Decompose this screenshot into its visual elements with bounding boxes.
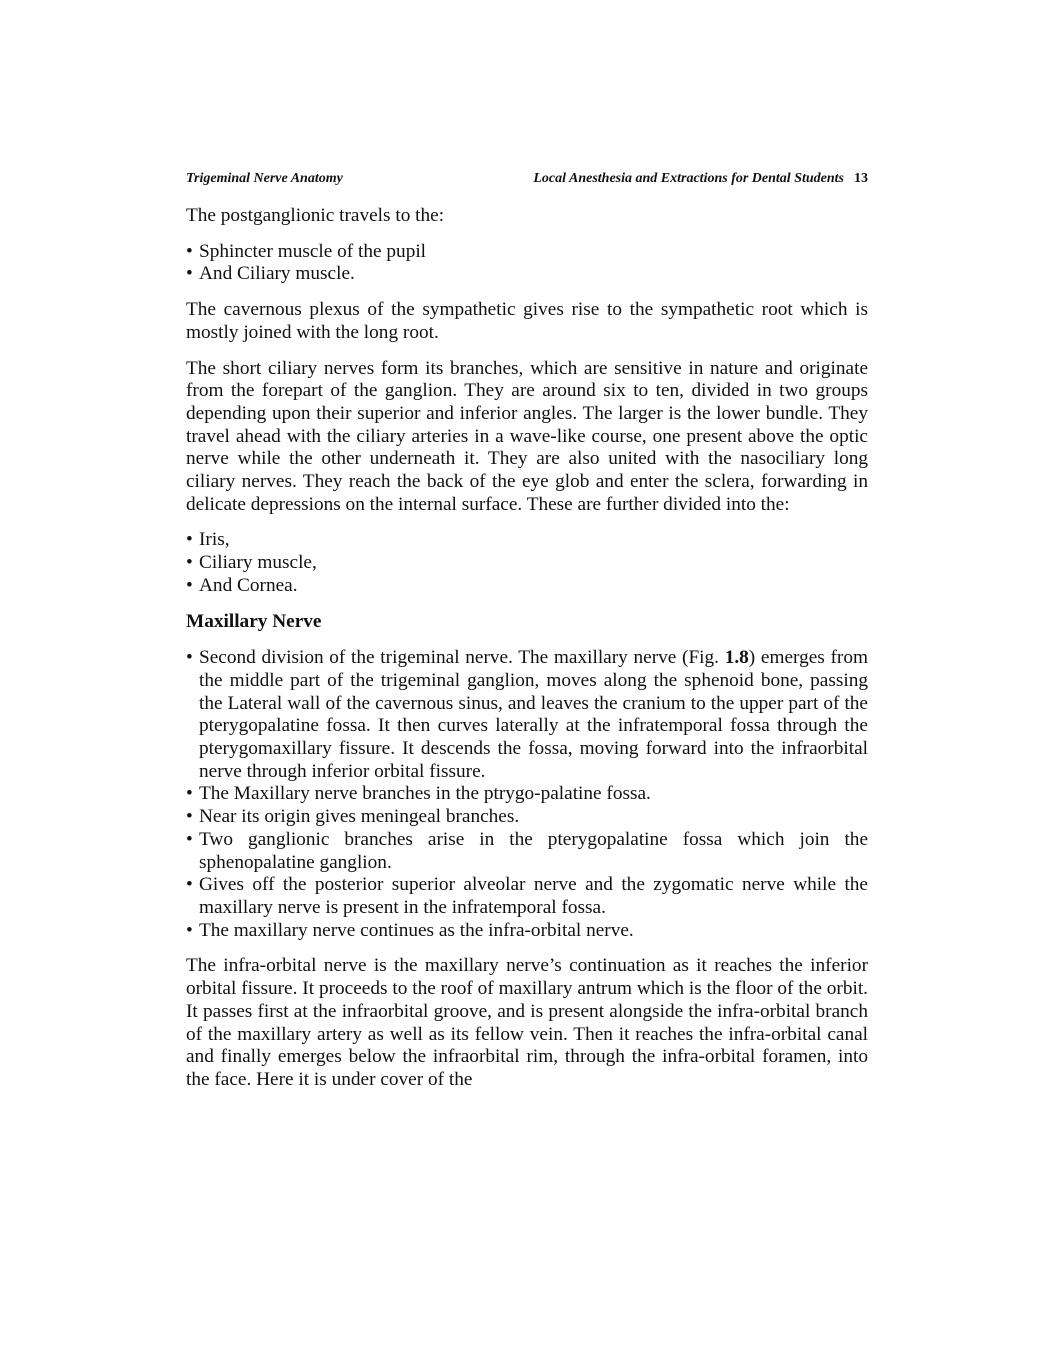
list-item: • Gives off the posterior superior alveolar nerve and the zygomatic nerve while the maxillary nerve is present in the infratemporal fossa. [186, 874, 868, 919]
figure-reference: 1.8 [724, 647, 749, 669]
infra-orbital-paragraph: The infra-orbital nerve is the maxillary nerve’s continuation as it reaches the inferior orbital fissure. It proceeds to the roof of maxillary antrum which is the floor of the orbit. It passes first at the infraorbital groove, and is present alongside the infra-orbital branch of the maxillary artery as well as its fellow vein. Then it reaches the infra-orbital canal and finally emerges below the infraorbital rim, through the infra-orbital foramen, into the face. Here it is under cover of the [186, 955, 868, 1090]
list-item: • The maxillary nerve continues as the infra-orbital nerve. [186, 920, 868, 943]
chapter-title: Trigeminal Nerve Anatomy [186, 171, 343, 186]
list-item: • Iris, [186, 529, 868, 552]
page-body [186, 205, 868, 1105]
division-list [186, 529, 868, 597]
list-item: • Two ganglionic branches arise in the pterygopalatine fossa which join the sphenopalatine ganglion. [186, 829, 868, 874]
list-item: • Sphincter muscle of the pupil [186, 241, 868, 264]
list-item: • Ciliary muscle, [186, 552, 868, 575]
intro-paragraph: The postganglionic travels to the: [186, 205, 445, 226]
section-heading: Maxillary Nerve [186, 610, 322, 632]
sympathetic-root-paragraph: The cavernous plexus of the sympathetic gives rise to the sympathetic root which is mostly joined with the long root. [186, 299, 868, 343]
running-header [186, 171, 868, 191]
maxillary-nerve-list [186, 647, 868, 942]
short-ciliary-nerves-paragraph: The short ciliary nerves form its branches, which are sensitive in nature and originate from the forepart of the ganglion. They are around six to ten, divided in two groups depending upon their superior and inferior angles. The larger is the lower bundle. They travel ahead with the ciliary arteries in a wave-like course, one present above the optic nerve while the other underneath it. They are also united with the nasociliary long ciliary nerves. They reach the back of the eye glob and enter the sclera, forwarding in delicate depressions on the internal surface. These are further divided into the: [186, 357, 868, 515]
page-number: 13 [854, 171, 868, 186]
book-title: Local Anesthesia and Extractions for Dental Students [533, 171, 844, 186]
postganglionic-targets-list [186, 241, 868, 286]
book-title-and-page [533, 171, 868, 187]
list-item: • The Maxillary nerve branches in the ptrygo-palatine fossa. [186, 783, 868, 806]
list-item-text: ) emerges from the middle part of the trigeminal ganglion, moves along the sphenoid bone, passing the Lateral wall of the cavernous sinus, and leaves the cranium to the upper part of the pterygopalatine fossa. It then curves laterally at the infratemporal fossa through the pterygomaxillary fissure. It descends the fossa, moving forward into the infraorbital nerve through inferior orbital fissure. [199, 647, 868, 782]
list-item [186, 647, 868, 783]
list-item: • And Cornea. [186, 575, 868, 598]
list-item: • And Ciliary muscle. [186, 263, 868, 286]
list-item-text: Second division of the trigeminal nerve. The maxillary nerve (Fig. [199, 647, 725, 669]
list-item: • Near its origin gives meningeal branches. [186, 806, 868, 829]
